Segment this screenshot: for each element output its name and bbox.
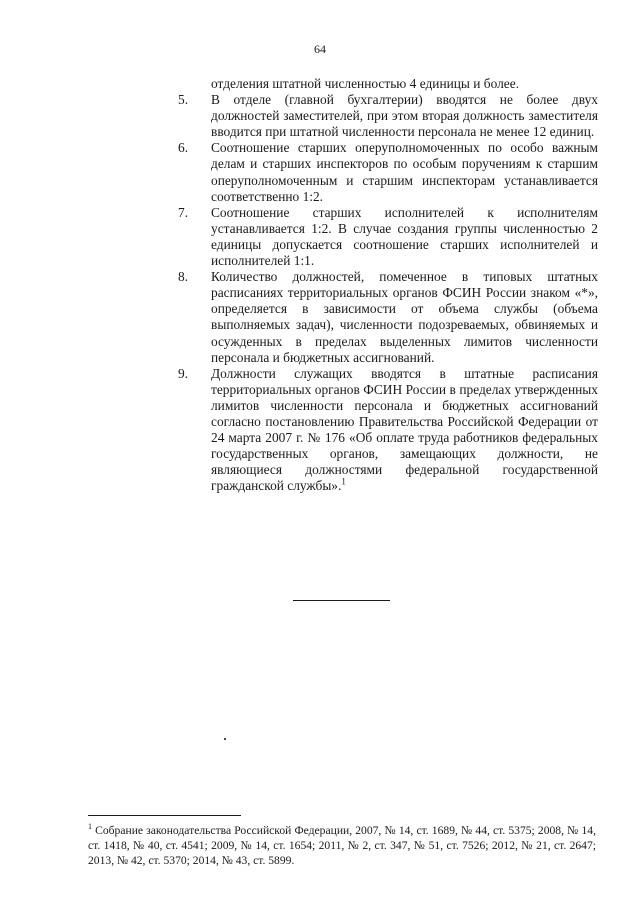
list-item-number: 5. (178, 92, 189, 108)
list-item (178, 366, 598, 495)
list-item-number: 6. (178, 140, 189, 156)
list-item-number: 7. (178, 204, 189, 220)
footnote-divider (88, 815, 241, 816)
continued-paragraph: отделения штатной численностью 4 единицы и более. (211, 76, 520, 91)
list-item (178, 140, 598, 204)
list-item-text: Соотношение старших оперуполномоченных по особо важным делам и старших инспекторов по особым поручениям к старшим оперуполномоченным и старшим инспекторам устанавливается соответственно 1:2. (211, 140, 598, 204)
list-item (178, 205, 598, 269)
document-body (178, 76, 598, 494)
list-item-text: В отделе (главной бухгалтерии) вводятся не более двух должностей заместителей, при этом вторая должность заместителя вводится при штатной численности персонала не менее 12 единиц. (211, 92, 598, 140)
list-item-text: Количество должностей, помеченное в типовых штатных расписаниях территориальных органов ФСИН России знаком «*», определяется в зависимости от объема службы (объема выполняемых задач), численности подозреваемых, обвиняемых и осужденных в пределах выделенных лимитов численности персонала и бюджетных ассигнований. (211, 269, 598, 365)
footnote-reference: 1 (341, 476, 346, 487)
list-item-number: 8. (178, 269, 189, 285)
footnote (88, 823, 596, 869)
list-item-number: 9. (178, 365, 189, 381)
page-number: 64 (314, 42, 326, 56)
footnote-mark: 1 (88, 822, 92, 832)
section-divider (293, 600, 390, 601)
list-item (178, 92, 598, 140)
scan-speck (224, 738, 226, 740)
list-item-text: Должности служащих вводятся в штатные расписания территориальных органов ФСИН России в пределах утвержденных лимитов численности персонала и бюджетных ассигнований согласно постановлению Правительства Российской Федерации от 24 марта 2007 г. № 176 «Об оплате труда работников федеральных государственных органов, замещающих должности, не являющиеся должностями федеральной государственной гражданской службы».$^1$ (211, 365, 598, 494)
list-item-text: Соотношение старших исполнителей к исполнителям устанавливается 1:2. В случае создания группы численностью 2 единицы допускается соотношение старших исполнителей и исполнителей 1:1. (211, 204, 598, 269)
footnote-text: Собрание законодательства Российской Федерации, 2007, № 14, ст. 1689, № 44, ст. 5375; 2008, № 14, ст. 1418, № 40, ст. 4541; 2009, № 14, ст. 1654; 2011, № 2, ст. 347, № 51, ст. 7526; 2012, № 21, ст. 2647; 2013, № 42, ст. 5370; 2014, № 43, ст. 5899. (88, 824, 596, 868)
list-item (178, 269, 598, 366)
